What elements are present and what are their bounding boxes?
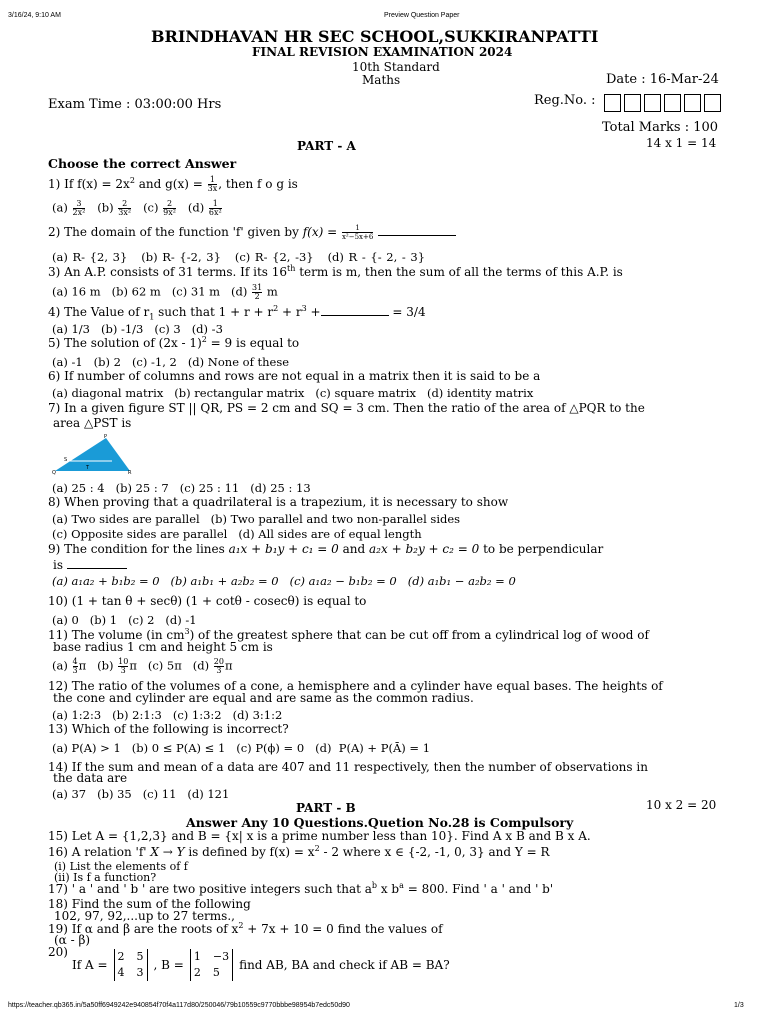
question-7-cont: area △PST is bbox=[53, 416, 132, 430]
question-5: 5) The solution of (2x - 1)$^2$ = 9 is equal to bbox=[48, 335, 300, 350]
reg-no-label: Reg.No. : bbox=[534, 93, 596, 108]
part-a-title: PART - A bbox=[297, 139, 356, 153]
question-1: 1) If $f(x) = 2x^2$ and g(x) = $\frac{1}{3x}$ , then f o g is bbox=[48, 175, 298, 193]
figure-label-q: Q bbox=[52, 470, 56, 475]
part-b-instruction: Answer Any 10 Questions.Quetion No.28 is Compulsory bbox=[186, 815, 574, 830]
part-a-marks: 14 x 1 = 14 bbox=[646, 136, 717, 150]
question-16-sub-ii: (ii) Is f a function? bbox=[54, 871, 157, 884]
figure-label-t: T bbox=[86, 465, 90, 471]
question-10-options: (a) 0 (b) 1 (c) 2 (d) -1 bbox=[52, 613, 197, 627]
exam-time: Exam Time : 03:00:00 Hrs bbox=[48, 97, 222, 112]
print-url: https://teacher.qb365.in/5a50ff6949242e940854f70f4a117d80/250046/79b10559c9770bbbe98954b7edc50d90 bbox=[8, 1002, 350, 1009]
question-11-cont: base radius 1 cm and height 5 cm is bbox=[53, 640, 273, 654]
question-4: 4) The Value of $r_1$ such that $1 + r + r^2 + r^3$ + = 3/4 bbox=[48, 304, 426, 322]
question-12-options: (a) 1:2:3 (b) 2:1:3 (c) 1:3:2 (d) 3:1:2 bbox=[52, 708, 283, 722]
exam-date: Date : 16-Mar-24 bbox=[606, 72, 719, 87]
print-page-number: 1/3 bbox=[734, 1002, 744, 1009]
question-12-cont: the cone and cylinder are equal and are same as the common radius. bbox=[53, 691, 474, 705]
part-b-title: PART - B bbox=[296, 801, 356, 815]
part-a-instruction: Choose the correct Answer bbox=[48, 156, 237, 171]
question-18: 18) Find the sum of the following bbox=[48, 897, 251, 911]
question-16-sub-i: (i) List the elements of f bbox=[54, 860, 188, 873]
question-17: 17) ' a ' and ' b ' are two positive integers such that $a^b$ x $b^a = 800$. Find ' a ' and ' b' bbox=[48, 881, 554, 896]
subject: Maths bbox=[362, 73, 401, 87]
exam-title: FINAL REVISION EXAMINATION 2024 bbox=[252, 45, 513, 59]
figure-label-p: P bbox=[104, 434, 108, 440]
standard: 10th Standard bbox=[352, 60, 440, 74]
question-18-cont: 102, 97, 92,...up to 27 terms., bbox=[54, 909, 235, 923]
question-13: 13) Which of the following is incorrect? bbox=[48, 722, 289, 736]
matrix-b: 1 −3 2 5 bbox=[190, 949, 233, 981]
question-14: 14) If the sum and mean of a data are 407 and 11 respectively, then the number of observations in bbox=[48, 760, 648, 774]
question-9-cont: is bbox=[53, 558, 127, 572]
question-10: 10) (1 + tan θ + secθ) (1 + cotθ - cosecθ) is equal to bbox=[48, 594, 367, 608]
question-14-options: (a) 37 (b) 35 (c) 11 (d) 121 bbox=[52, 787, 230, 801]
question-13-options: (a) P(A) > 1 (b) 0 ≤ P(A) ≤ 1 (c) P(ϕ) = 0 (d) P(A) + P(Ā) = 1 bbox=[52, 741, 431, 755]
question-7: 7) In a given figure ST || QR, PS = 2 cm and SQ = 3 cm. Then the ratio of the area of △PQR to the bbox=[48, 401, 645, 415]
reg-no-boxes bbox=[604, 94, 724, 116]
question-5-options: (a) -1 (b) 2 (c) -1, 2 (d) None of these bbox=[52, 355, 290, 369]
question-12: 12) The ratio of the volumes of a cone, a hemisphere and a cylinder have equal bases. The heights of bbox=[48, 679, 663, 693]
part-b-marks: 10 x 2 = 20 bbox=[646, 798, 717, 812]
print-datetime: 3/16/24, 9:10 AM bbox=[8, 12, 61, 19]
question-7-options: (a) 25 : 4 (b) 25 : 7 (c) 25 : 11 (d) 25 : 13 bbox=[52, 481, 311, 495]
figure-label-s: S bbox=[64, 457, 68, 463]
figure-label-r: R bbox=[128, 470, 132, 475]
question-3: 3) An A.P. consists of 31 terms. If its 16th term is m, then the sum of all the terms of this A.P. is bbox=[48, 264, 623, 279]
question-8: 8) When proving that a quadrilateral is a trapezium, it is necessary to show bbox=[48, 495, 509, 509]
school-name: BRINDHAVAN HR SEC SCHOOL,SUKKIRANPATTI bbox=[151, 27, 599, 46]
question-3-options: (a) 16 m (b) 62 m (c) 31 m (d) $\frac{31}{2}$ m bbox=[52, 283, 278, 301]
question-16: 16) A relation 'f' X → Y is defined by $f(x) = x^2 - 2$ where x ∈ {-2, -1, 0, 3} and Y = R bbox=[48, 844, 550, 859]
matrix-a: 2 5 4 3 bbox=[114, 949, 148, 981]
question-9-options: (a) a₁a₂ + b₁b₂ = 0 (b) a₁b₁ + a₂b₂ = 0 (c) a₁a₂ − b₁b₂ = 0 (d) a₁b₁ − a₂b₂ = 0 bbox=[52, 574, 516, 588]
question-6: 6) If number of columns and rows are not equal in a matrix then it is said to be a bbox=[48, 369, 541, 383]
question-20: If A = 2 5 4 3 , B = 1 −3 2 5 find AB, BA and check if AB = BA? bbox=[72, 950, 450, 979]
question-19-cont: (α - β) bbox=[54, 933, 91, 947]
question-20-number: 20) bbox=[48, 945, 68, 959]
question-4-options: (a) 1/3 (b) -1/3 (c) 3 (d) -3 bbox=[52, 322, 223, 336]
question-6-options: (a) diagonal matrix (b) rectangular matrix (c) square matrix (d) identity matrix bbox=[52, 386, 534, 400]
print-page-title: Preview Question Paper bbox=[384, 12, 460, 19]
total-marks: Total Marks : 100 bbox=[602, 120, 719, 135]
question-2: 2) The domain of the function 'f' given by f(x) = $\frac{1}{\text{x²−5x+6}}$ bbox=[48, 224, 456, 241]
question-2-options: (a) R- {2, 3} (b) R- {-2, 3} (c) R- {2, -3} (d) R - {- 2, - 3} bbox=[52, 250, 426, 264]
question-9: 9) The condition for the lines a₁x + b₁y + c₁ = 0 and a₂x + b₂y + c₂ = 0 to be perpendicular bbox=[48, 542, 604, 556]
question-19: 19) If α and β are the roots of $x^2 + 7x + 10 = 0$ find the values of bbox=[48, 921, 443, 936]
question-8-options-row2: (c) Opposite sides are parallel (d) All sides are of equal length bbox=[52, 527, 422, 541]
question-15: 15) Let A = {1,2,3} and B = {x| x is a prime number less than 10}. Find A x B and B x A. bbox=[48, 829, 591, 843]
question-8-options-row1: (a) Two sides are parallel (b) Two parallel and two non-parallel sides bbox=[52, 512, 461, 526]
question-1-options: (a) $\frac{3}{\text{2x²}}$ (b) $\frac{2}{\text{3x²}}$ (c) $\frac{2}{\text{9x²}}$ (d) $\frac{1}{\text{6x²}}$ bbox=[52, 199, 222, 217]
question-11-options: (a) $\frac{4}{3}$ π (b) $\frac{10}{3}$ π (c) 5π (d) $\frac{20}{3}$ π bbox=[52, 657, 233, 675]
question-11: 11) The volume (in $cm^3$) of the greatest sphere that can be cut off from a cylindrical log of wood of bbox=[48, 627, 649, 642]
triangle-figure bbox=[50, 433, 134, 475]
question-14-cont: the data are bbox=[53, 771, 128, 785]
